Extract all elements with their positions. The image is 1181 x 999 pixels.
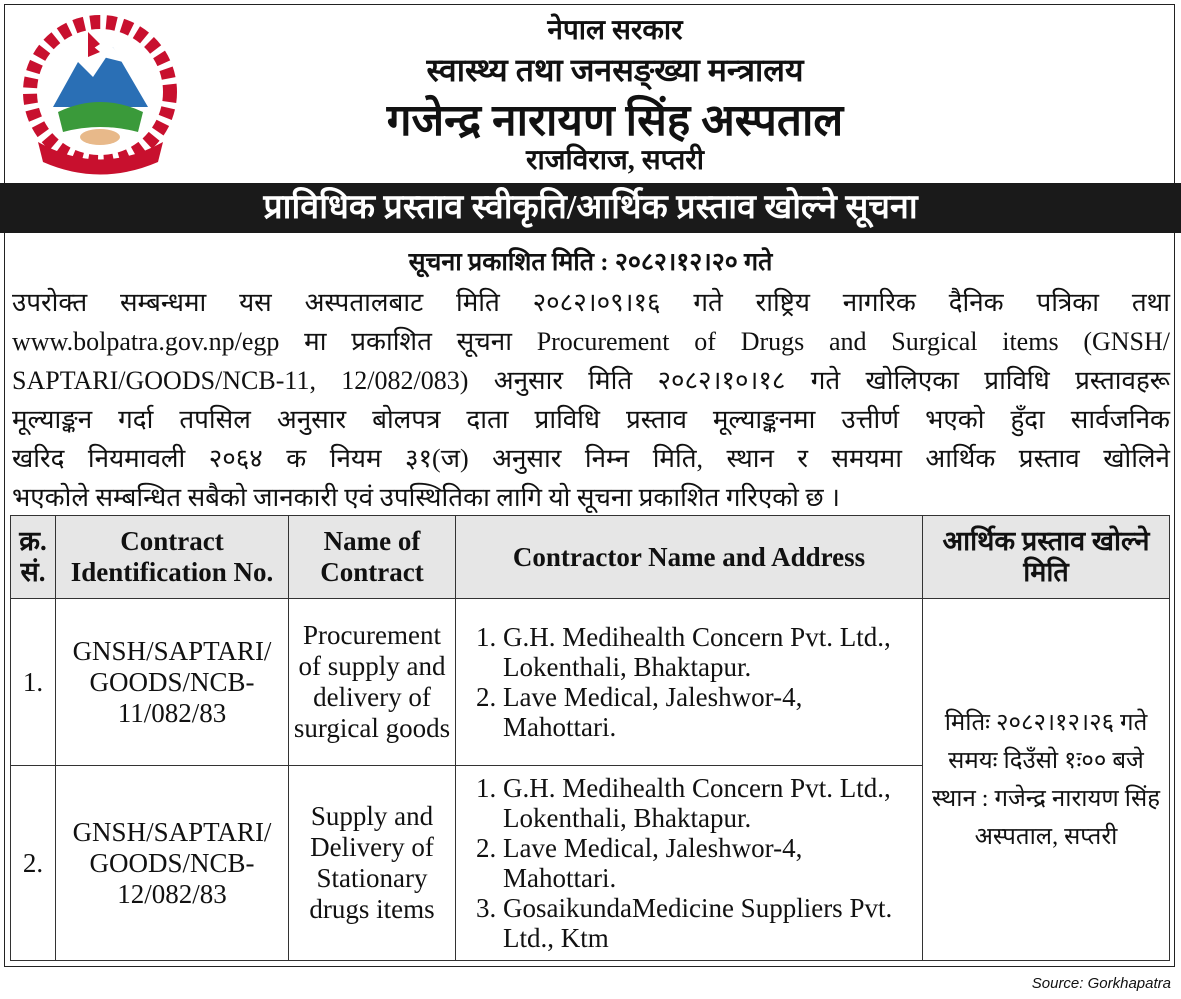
- cell-sn: 2.: [11, 766, 56, 961]
- contractor-item: 1. G.H. Medihealth Concern Pvt. Ltd., Lokenthali, Bhaktapur.: [503, 773, 919, 833]
- cell-contractors: [456, 766, 923, 961]
- table-header-row: [11, 516, 1170, 599]
- paragraph-line: www.bolpatra.gov.np/egp मा प्रकाशित सूचना Procurement of Drugs and Surgical items (GNSH/: [12, 327, 1170, 356]
- cell-name: Supply and Delivery of Stationary drugs items: [289, 766, 456, 961]
- hospital-name: गजेन्द्र नारायण सिंह अस्पताल: [386, 96, 844, 145]
- col-header-opening: आर्थिक प्रस्ताव खोल्ने मिति: [923, 516, 1170, 599]
- cell-id: GNSH/SAPTARI/ GOODS/NCB- 12/082/83: [56, 766, 289, 961]
- cell-sn: 1.: [11, 599, 56, 766]
- contractor-item: 2. Lave Medical, Jaleshwor-4, Mahottari.: [503, 833, 919, 893]
- notice-paragraph: [12, 283, 1170, 517]
- paragraph-line: मूल्याङ्कन गर्दा तपसिल अनुसार बोलपत्र दाता प्राविधि प्रस्ताव मूल्याङ्कनमा उत्तीर्ण भएको हुँदा सार्वजनिक: [12, 405, 1170, 434]
- hospital-location: राजविराज, सप्तरी: [526, 145, 704, 176]
- paragraph-line: भएकोले सम्बन्धित सबैको जानकारी एवं उपस्थितिका लागि यो सूचना प्रकाशित गरिएको छ ।: [12, 483, 840, 512]
- col-header-sn: क्र. सं.: [11, 516, 56, 599]
- notice-title: प्राविधिक प्रस्ताव स्वीकृति/आर्थिक प्रस्ताव खोल्ने सूचना: [0, 183, 1181, 233]
- opening-place: स्थान : गजेन्द्र नारायण सिंह अस्पताल, सप्तरी: [932, 785, 1160, 850]
- col-header-name: Name of Contract: [289, 516, 456, 599]
- opening-date: मितिः २०८२।१२।२६ गते: [944, 709, 1148, 736]
- cell-contractors: [456, 599, 923, 766]
- ministry-name: स्वास्थ्य तथा जनसङ्ख्या मन्त्रालय: [426, 52, 804, 88]
- paragraph-line: खरिद नियमावली २०६४ क नियम ३१(ज) अनुसार निम्न मिति, स्थान र समयमा आर्थिक प्रस्ताव खोलिने: [12, 444, 1170, 473]
- contract-table: [10, 515, 1170, 961]
- opening-time: समयः दिउँसो १ः०० बजे: [948, 747, 1144, 774]
- col-header-id: Contract Identification No.: [56, 516, 289, 599]
- contractor-item: 2. Lave Medical, Jaleshwor-4, Mahottari.: [503, 682, 919, 742]
- cell-name: Procurement of supply and delivery of surgical goods: [289, 599, 456, 766]
- table-row: [11, 599, 1170, 766]
- paragraph-line: उपरोक्त सम्बन्धमा यस अस्पतालबाट मिति २०८२।०९।१६ गते राष्ट्रिय नागरिक दैनिक पत्रिका तथा: [12, 288, 1170, 317]
- paragraph-line: SAPTARI/GOODS/NCB-11, 12/082/083) अनुसार मिति २०८२।१०।१८ गते खोलिएका प्राविधि प्रस्तावहरू: [12, 366, 1170, 395]
- cell-opening: [923, 599, 1170, 961]
- nepal-emblem-logo: [18, 12, 183, 177]
- govt-name: नेपाल सरकार: [547, 15, 683, 46]
- contractor-item: 1. G.H. Medihealth Concern Pvt. Ltd., Lokenthali, Bhaktapur.: [503, 622, 919, 682]
- cell-id: GNSH/SAPTARI/ GOODS/NCB- 11/082/83: [56, 599, 289, 766]
- source-credit: Source: Gorkhapatra: [1031, 975, 1171, 992]
- col-header-contractor: Contractor Name and Address: [456, 516, 923, 599]
- publish-date: सूचना प्रकाशित मिति : २०८२।१२।२० गते: [408, 249, 773, 276]
- contractor-item: 3. GosaikundaMedicine Suppliers Pvt. Ltd., Ktm: [503, 893, 919, 953]
